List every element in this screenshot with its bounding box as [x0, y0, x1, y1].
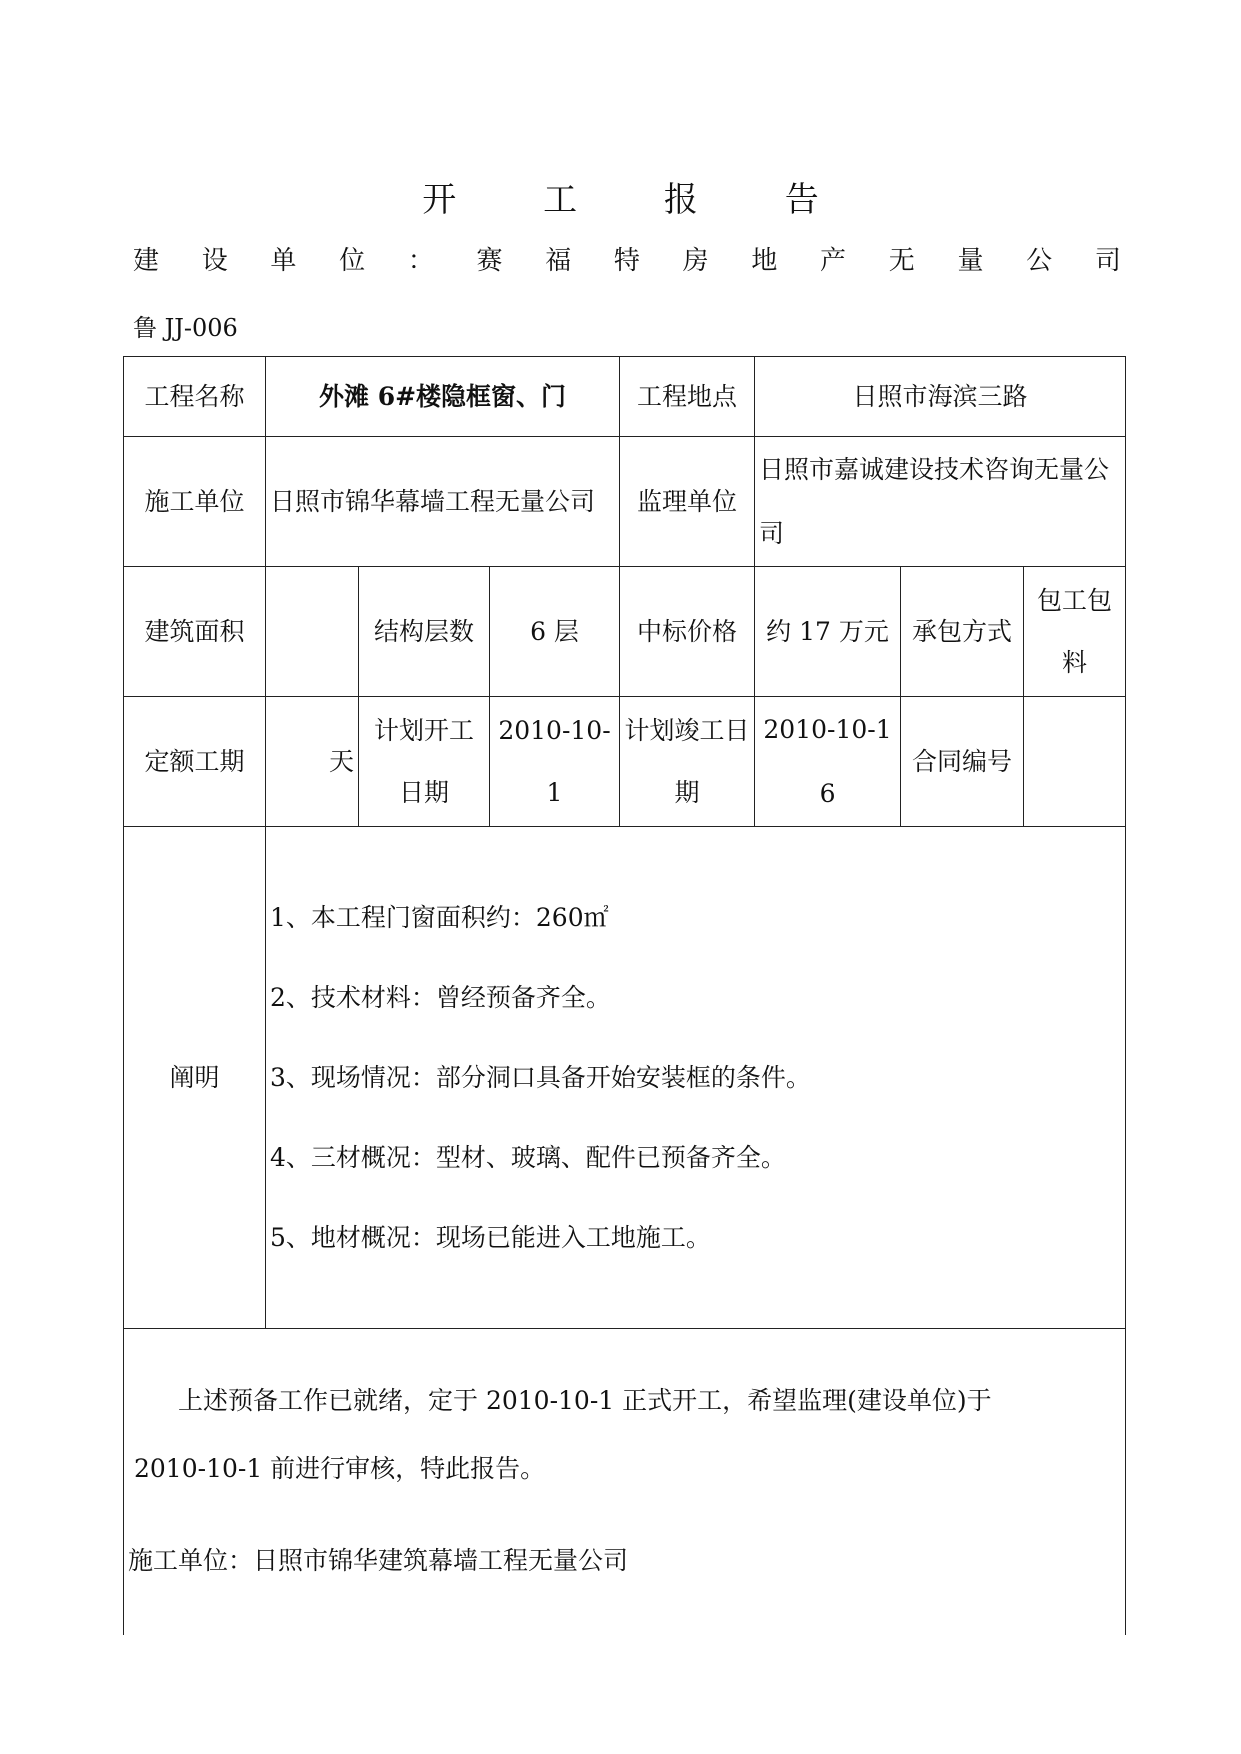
builder-char: 建: [133, 246, 160, 276]
row-project: [124, 357, 1126, 437]
floors-label: 结构层数: [359, 567, 490, 697]
contractor-value: 日照市锦华幕墙工程无量公司: [266, 437, 620, 567]
builder-char: 无: [888, 246, 915, 276]
builder-char: 赛: [476, 246, 503, 276]
statement-line: 上述预备工作已就绪，定于 2010-10-1 正式开工，希望监理(建设单位)于: [178, 1386, 992, 1415]
row-notes: [124, 827, 1126, 1329]
area-label: 建筑面积: [124, 567, 266, 697]
planned-start-value: 2010-10-1: [490, 697, 620, 827]
project-location-value: 日照市海滨三路: [755, 357, 1126, 437]
row-schedule: [124, 697, 1126, 827]
project-location-label: 工程地点: [620, 357, 755, 437]
notes-label: 阐明: [124, 827, 266, 1329]
builder-char: 产: [820, 246, 847, 276]
contract-number-label: 合同编号: [901, 697, 1024, 827]
builder-char: 位: [339, 246, 366, 276]
supervisor-label: 监理单位: [620, 437, 755, 567]
bid-price-label: 中标价格: [620, 567, 755, 697]
document-title: 开 工 报 告: [422, 180, 857, 220]
period-value: 天: [266, 697, 359, 827]
builder-char: 量: [957, 246, 984, 276]
contract-type-label: 承包方式: [901, 567, 1024, 697]
notes-content: [266, 827, 1126, 1329]
period-label: 定额工期: [124, 697, 266, 827]
builder-char: 地: [751, 246, 778, 276]
supervisor-value: 日照市嘉诚建设技术咨询无量公司: [755, 437, 1126, 567]
floors-value: 6 层: [490, 567, 620, 697]
row-units: [124, 437, 1126, 567]
area-value: [266, 567, 359, 697]
builder-char: 公: [1026, 246, 1053, 276]
statement-unit: 施工单位：日照市锦华建筑幕墙工程无量公司: [128, 1546, 629, 1575]
builder-char: 福: [545, 246, 572, 276]
contract-type-value: 包工包料: [1024, 567, 1126, 697]
contract-number-value: [1024, 697, 1126, 827]
planned-finish-label: 计划竣工日期: [620, 697, 755, 827]
planned-start-label: 计划开工日期: [359, 697, 490, 827]
note-item: 2、技术材料：曾经预备齐全。: [270, 982, 611, 1012]
builder-char: 房: [682, 246, 709, 276]
builder-char: 特: [613, 246, 640, 276]
note-item: 5、地材概况：现场已能进入工地施工。: [270, 1222, 711, 1252]
builder-line: [133, 240, 1121, 277]
row-statement: [124, 1329, 1126, 1636]
statement-line: 2010-10-1 前进行审核，特此报告。: [134, 1454, 546, 1483]
builder-char: 设: [201, 246, 228, 276]
planned-finish-value: 2010-10-16: [755, 697, 901, 827]
note-item: 1、本工程门窗面积约：260㎡: [270, 902, 609, 932]
row-building: [124, 567, 1126, 697]
builder-char: 单: [270, 246, 297, 276]
builder-char: ：: [407, 246, 434, 276]
note-item: 3、现场情况：部分洞口具备开始安装框的条件。: [270, 1062, 811, 1092]
bid-price-value: 约 17 万元: [755, 567, 901, 697]
form-code: 鲁 JJ-006: [133, 314, 238, 342]
note-item: 4、三材概况：型材、玻璃、配件已预备齐全。: [270, 1142, 786, 1172]
contractor-label: 施工单位: [124, 437, 266, 567]
project-name-value: 外滩 6#楼隐框窗、门: [266, 357, 620, 437]
statement-cell: [124, 1329, 1126, 1636]
builder-char: 司: [1094, 246, 1121, 276]
project-name-label: 工程名称: [124, 357, 266, 437]
report-table: [123, 356, 1126, 1635]
